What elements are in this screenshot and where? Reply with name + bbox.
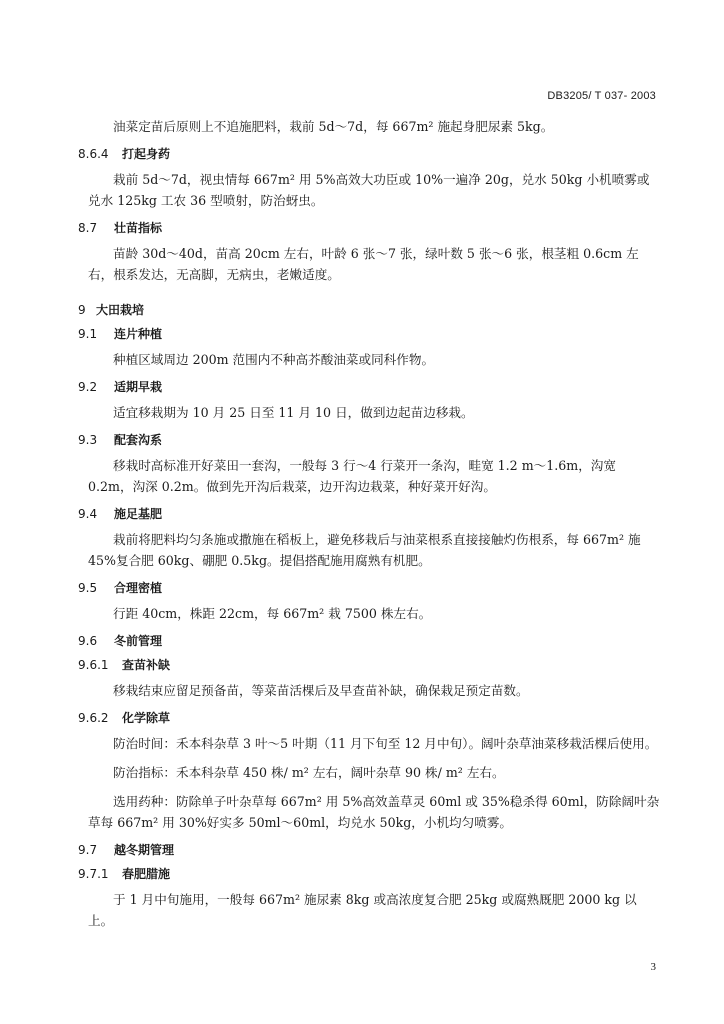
paragraph: 防治指标：禾本科杂草 450 株/ m² 左右，阔叶杂草 90 株/ m² 左右。 bbox=[113, 765, 505, 780]
section-heading bbox=[78, 709, 660, 727]
heading-title: 壮苗指标 bbox=[114, 221, 163, 235]
heading-title: 施足基肥 bbox=[114, 507, 163, 521]
paragraph: 适宜移栽期为 10 月 25 日至 11 月 10 日，做到边起苗边移栽。 bbox=[113, 405, 474, 420]
heading-number: 9.6.2 bbox=[78, 711, 109, 725]
heading-title: 合理密植 bbox=[114, 581, 163, 595]
heading-number: 9.7.1 bbox=[78, 867, 109, 881]
heading-number: 9.6.1 bbox=[78, 658, 109, 672]
heading-number: 9 bbox=[78, 303, 86, 317]
paragraph: 移栽结束应留足预备苗，等菜苗活棵后及早查苗补缺，确保栽足预定苗数。 bbox=[113, 683, 529, 698]
heading-title: 大田栽培 bbox=[96, 303, 145, 317]
heading-title: 化学除草 bbox=[122, 711, 171, 725]
section-heading bbox=[78, 579, 660, 597]
heading-number: 9.3 bbox=[78, 433, 98, 447]
document-code: DB3205/ T 037- 2003 bbox=[547, 90, 656, 102]
paragraph: 种植区域周边 200m 范围内不种高芥酸油菜或同科作物。 bbox=[113, 352, 435, 367]
section-heading bbox=[78, 505, 660, 523]
paragraph: 栽前将肥料均匀条施或撒施在稻板上，避免移栽后与油菜根系直接接触灼伤根系，每 667m² 施 45%复合肥 60kg、硼肥 0.5kg。提倡搭配施用腐熟有机肥。 bbox=[88, 532, 641, 568]
heading-title: 查苗补缺 bbox=[122, 658, 171, 672]
paragraph: 防治时间：禾本科杂草 3 叶～5 叶期（11 月下旬至 12 月中旬）。阔叶杂草油菜移栽活棵后使用。 bbox=[113, 736, 658, 751]
heading-title: 适期早栽 bbox=[114, 380, 163, 394]
paragraph: 油菜定苗后原则上不追施肥料，栽前 5d～7d，每 667m² 施起身肥尿素 5kg。 bbox=[113, 119, 554, 134]
section-heading bbox=[78, 865, 660, 883]
paragraph: 移栽时高标准开好菜田一套沟，一般每 3 行～4 行菜开一条沟，畦宽 1.2 m～1.6m，沟宽 0.2m，沟深 0.2m。做到先开沟后栽菜，边开沟边栽菜，种好菜开好沟。 bbox=[88, 458, 616, 494]
heading-title: 越冬期管理 bbox=[114, 843, 175, 857]
section-heading bbox=[78, 325, 660, 343]
page-number: 3 bbox=[650, 961, 656, 973]
heading-number: 9.5 bbox=[78, 581, 98, 595]
heading-number: 9.1 bbox=[78, 327, 98, 341]
chapter-heading bbox=[78, 301, 660, 319]
paragraph: 选用药种：防除单子叶杂草每 667m² 用 5%高效盖草灵 60ml 或 35%稳杀得 60ml，防除阔叶杂草每 667m² 用 30%好实多 50ml～60ml，均兑水 50kg，小机均匀喷雾。 bbox=[88, 794, 660, 830]
heading-title: 连片种植 bbox=[114, 327, 163, 341]
section-heading bbox=[78, 656, 660, 674]
paragraph: 苗龄 30d～40d，苗高 20cm 左右，叶龄 6 张～7 张，绿叶数 5 张～6 张，根茎粗 0.6cm 左右，根系发达，无高脚，无病虫，老嫩适度。 bbox=[88, 246, 639, 282]
heading-number: 9.7 bbox=[78, 843, 98, 857]
paragraph: 行距 40cm，株距 22cm，每 667m² 栽 7500 株左右。 bbox=[113, 606, 432, 621]
heading-number: 9.4 bbox=[78, 507, 98, 521]
section-heading bbox=[78, 632, 660, 650]
heading-title: 冬前管理 bbox=[114, 634, 163, 648]
heading-number: 9.6 bbox=[78, 634, 98, 648]
section-heading bbox=[78, 378, 660, 396]
section-heading bbox=[78, 145, 660, 163]
heading-number: 8.7 bbox=[78, 221, 98, 235]
heading-number: 9.2 bbox=[78, 380, 98, 394]
paragraph: 于 1 月中旬施用，一般每 667m² 施尿素 8kg 或高浓度复合肥 25kg 或腐熟厩肥 2000 kg 以上。 bbox=[88, 892, 637, 928]
paragraph: 栽前 5d～7d，视虫情每 667m² 用 5%高效大功臣或 10%一遍净 20g，兑水 50kg 小机喷雾或兑水 125kg 工农 36 型喷射，防治蚜虫。 bbox=[88, 172, 650, 208]
section-heading bbox=[78, 841, 660, 859]
heading-title: 打起身药 bbox=[122, 147, 171, 161]
section-heading bbox=[78, 431, 660, 449]
heading-number: 8.6.4 bbox=[78, 147, 109, 161]
heading-title: 配套沟系 bbox=[114, 433, 163, 447]
heading-title: 春肥腊施 bbox=[122, 867, 171, 881]
document-body bbox=[78, 116, 660, 939]
section-heading bbox=[78, 219, 660, 237]
